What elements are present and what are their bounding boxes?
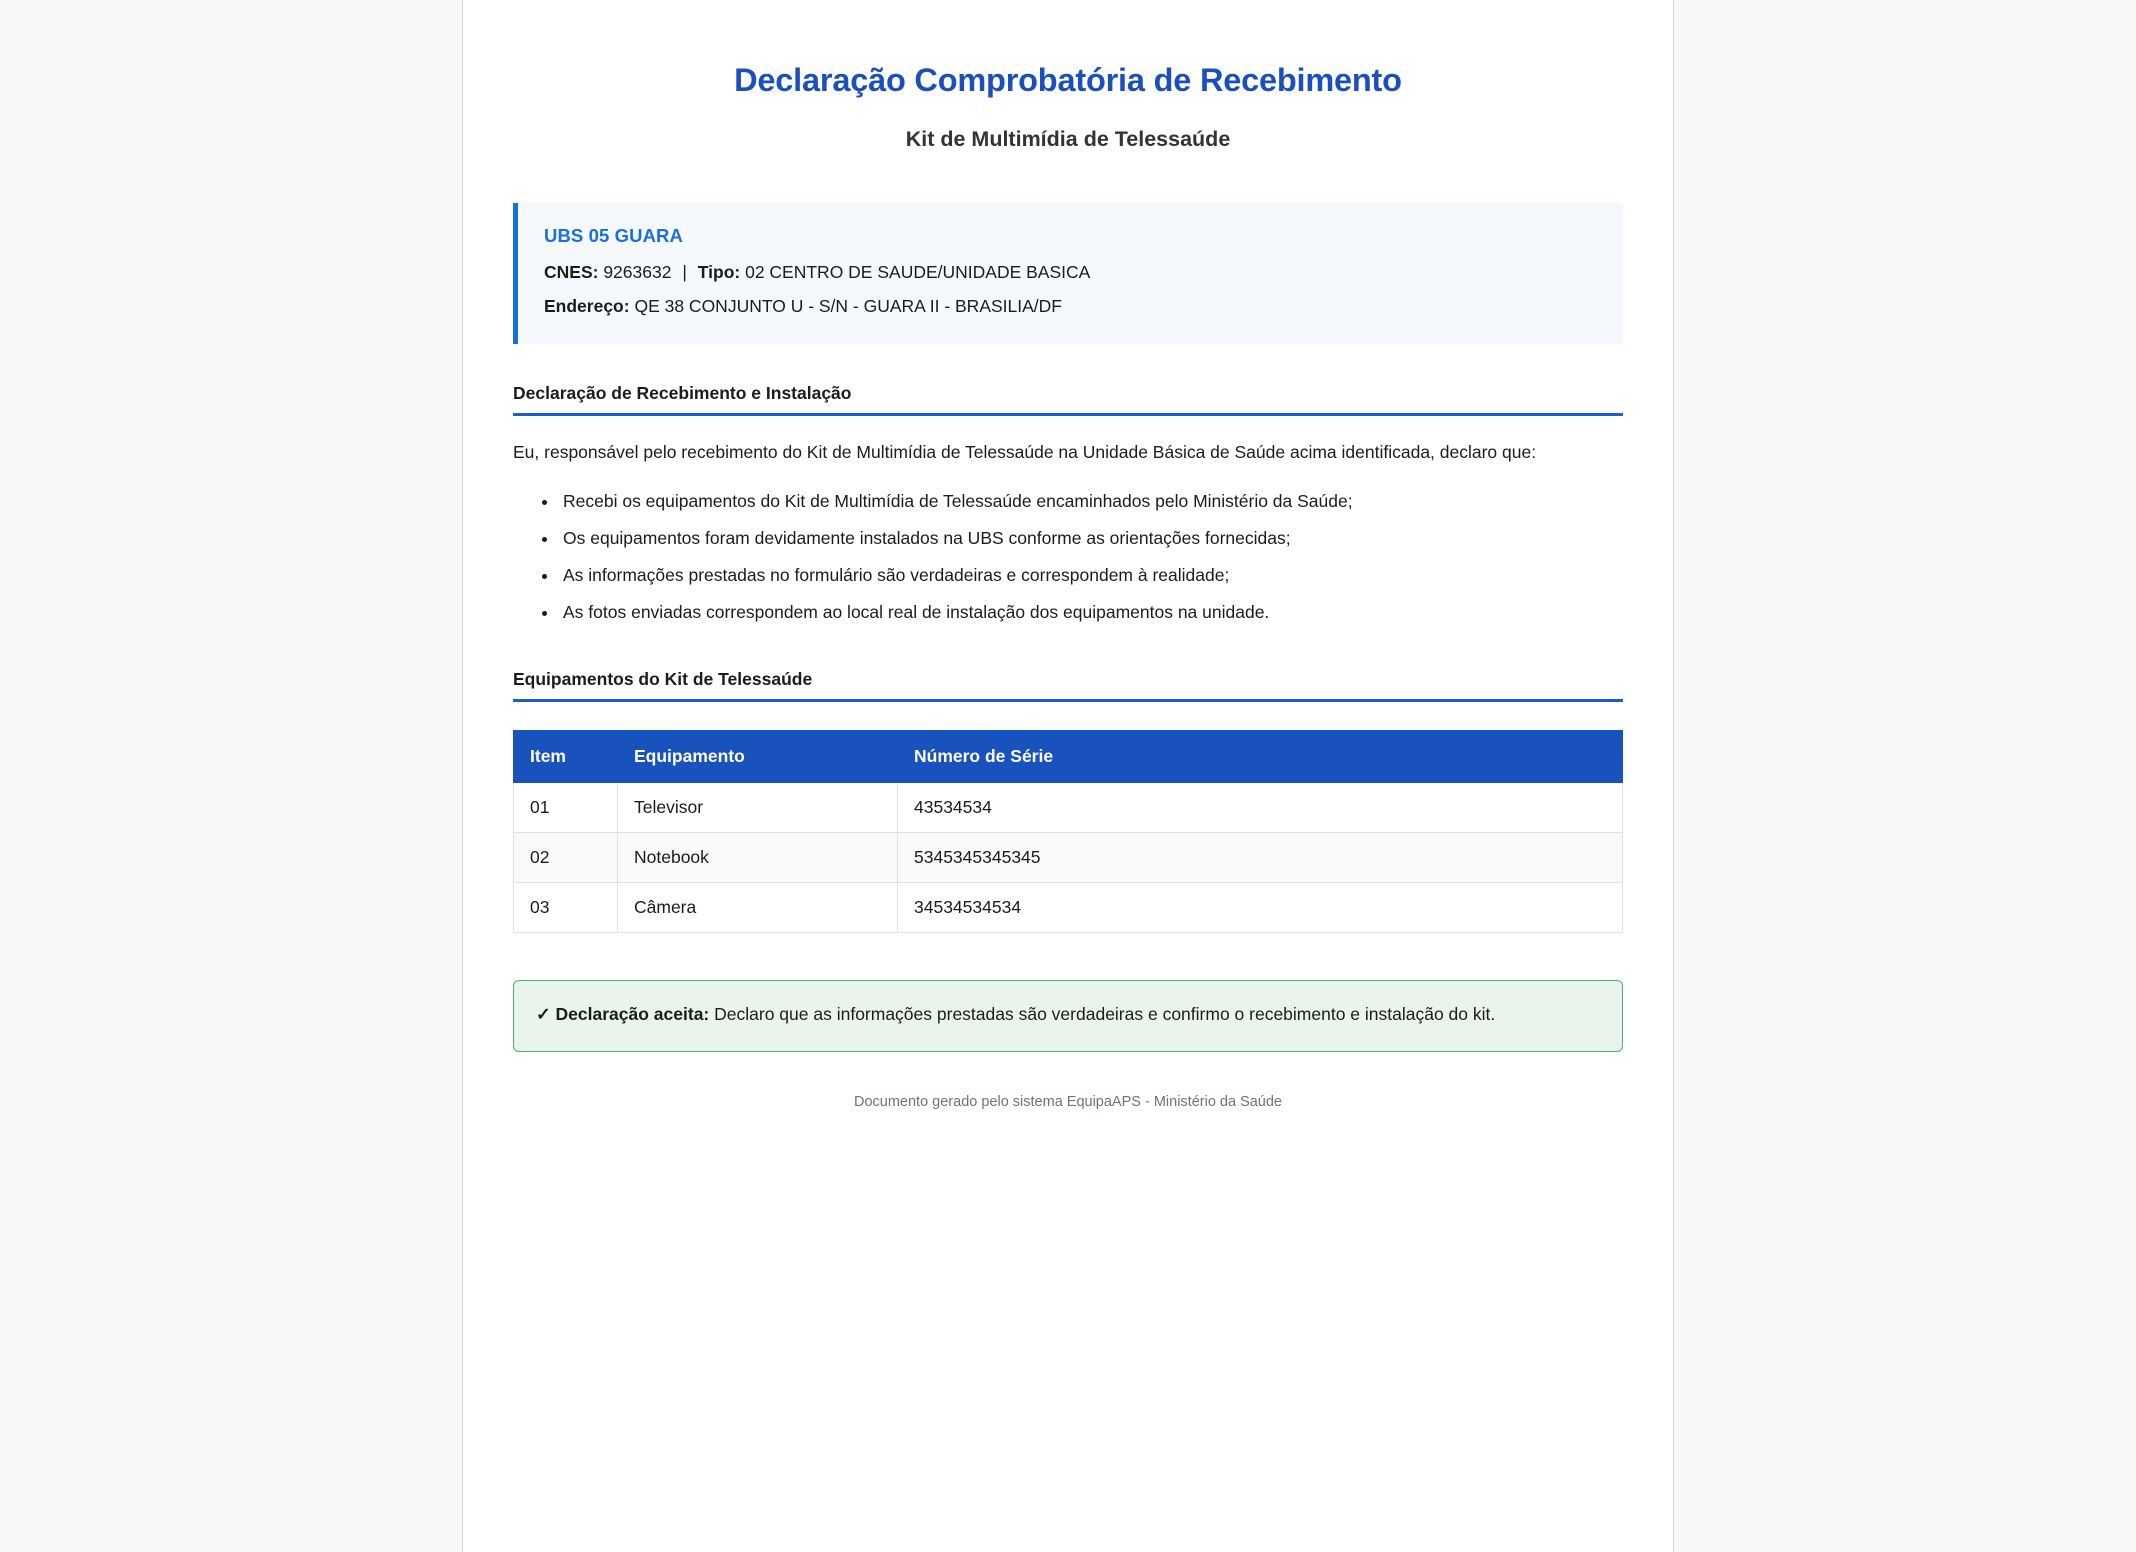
column-header-equipamento: Equipamento (618, 730, 898, 782)
cell-item: 01 (514, 782, 618, 832)
cell-item: 03 (514, 882, 618, 932)
accepted-body: Declaro que as informações prestadas são verdadeiras e confirmo o recebimento e instalação do kit. (714, 1003, 1496, 1024)
document-footer: Documento gerado pelo sistema EquipaAPS - Ministério da Saúde (854, 1093, 1282, 1110)
accepted-label: Declaração aceita: (555, 1003, 710, 1024)
endereco-label: Endereço: (544, 296, 630, 317)
declaration-accepted-box (513, 980, 1623, 1052)
list-item: • As informações prestadas no formulário são verdadeiras e correspondem à realidade; (559, 558, 1623, 593)
page-subtitle: Kit de Multimídia de Telessaúde (905, 127, 1231, 151)
cell-numero-serie: 43534534 (898, 782, 1623, 832)
list-item: • As fotos enviadas correspondem ao local real de instalação dos equipamentos na unidade. (559, 595, 1623, 630)
declaration-list (513, 484, 1623, 630)
equipment-section-heading: Equipamentos do Kit de Telessaúde (513, 668, 813, 689)
cnes-value: 9263632 (603, 262, 672, 282)
table-body (514, 782, 1623, 932)
section-divider (513, 413, 1623, 416)
declaration-section-heading: Declaração de Recebimento e Instalação (513, 382, 852, 403)
declaration-intro-text: Eu, responsável pelo recebimento do Kit de Multimídia de Telessaúde na Unidade Básica de Saúde acima identificada, declaro que: (513, 441, 1537, 462)
tipo-value: 02 CENTRO DE SAUDE/UNIDADE BASICA (745, 262, 1091, 282)
document-page (462, 0, 1674, 1552)
section-divider (513, 699, 1623, 702)
cell-item: 02 (514, 832, 618, 882)
cell-equipamento: Televisor (618, 782, 898, 832)
equipment-section (513, 669, 1623, 933)
table-head (514, 730, 1623, 782)
tipo-label: Tipo: (697, 262, 741, 282)
table-row (514, 832, 1623, 882)
field-separator: | (682, 262, 687, 282)
column-header-item: Item (514, 730, 618, 782)
cell-equipamento: Câmera (618, 882, 898, 932)
list-item: • Recebi os equipamentos do Kit de Multimídia de Telessaúde encaminhados pelo Ministério da Saúde; (559, 484, 1623, 519)
cnes-label: CNES: (544, 262, 599, 282)
unit-info-box (513, 203, 1623, 344)
column-header-numero-serie: Número de Série (898, 730, 1623, 782)
list-item: • Os equipamentos foram devidamente instalados na UBS conforme as orientações fornecidas; (559, 521, 1623, 556)
cell-numero-serie: 34534534534 (898, 882, 1623, 932)
unit-cnes-line (544, 260, 1597, 285)
cell-equipamento: Notebook (618, 832, 898, 882)
check-icon: ✓ (536, 1003, 551, 1024)
table-row (514, 782, 1623, 832)
cell-numero-serie: 5345345345345 (898, 832, 1623, 882)
equipment-table (513, 730, 1623, 933)
table-header-row (514, 730, 1623, 782)
page-title: Declaração Comprobatória de Recebimento (734, 62, 1402, 98)
accepted-text (536, 1002, 1600, 1028)
table-row (514, 882, 1623, 932)
unit-address-line (544, 294, 1597, 319)
endereco-value: QE 38 CONJUNTO U - S/N - GUARA II - BRASILIA/DF (634, 296, 1062, 317)
unit-name: UBS 05 GUARA (544, 225, 683, 246)
declaration-section (513, 383, 1623, 630)
